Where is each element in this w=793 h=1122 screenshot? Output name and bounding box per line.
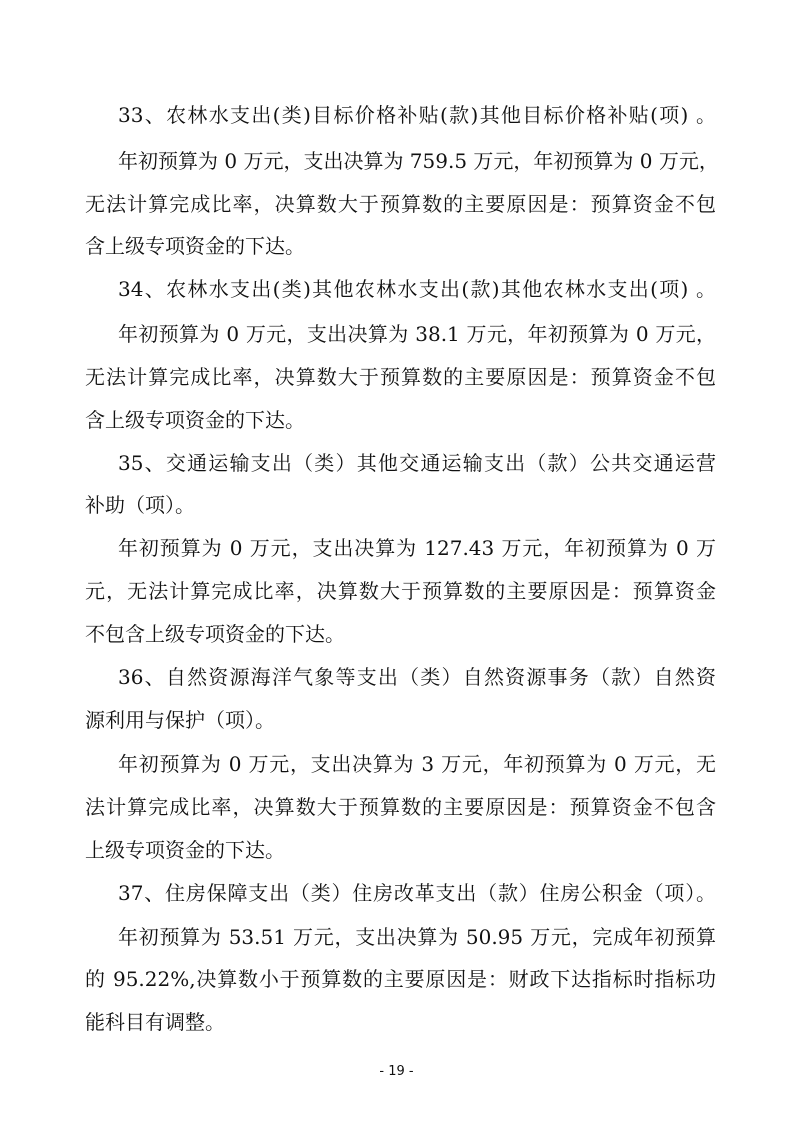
section-heading-line: 34、农林水支出(类)其他农林水支出(款)其他农林水支出(项) 。 (118, 277, 716, 301)
section-heading-line: 33、农林水支出(类)目标价格补贴(款)其他目标价格补贴(项) 。 (118, 103, 716, 127)
paragraph-line: 元，无法计算完成比率，决算数大于预算数的主要原因是：预算资金 (85, 579, 716, 603)
paragraph-line: 年初预算为 53.51 万元，支出决算为 50.95 万元，完成年初预算 (118, 925, 716, 949)
paragraph-line: 法计算完成比率，决算数大于预算数的主要原因是：预算资金不包含 (85, 795, 716, 819)
section-heading-line: 37、住房保障支出（类）住房改革支出（款）住房公积金（项）。 (118, 881, 716, 905)
section-heading-line: 补助（项）。 (85, 493, 195, 517)
section-heading-line: 源利用与保护（项）。 (85, 708, 275, 732)
paragraph-line: 年初预算为 0 万元，支出决算为 127.43 万元，年初预算为 0 万 (118, 536, 716, 560)
paragraph-line: 无法计算完成比率，决算数大于预算数的主要原因是：预算资金不包 (85, 192, 716, 216)
paragraph-line: 能科目有调整。 (85, 1010, 225, 1034)
paragraph-line: 年初预算为 0 万元，支出决算为 3 万元，年初预算为 0 万元，无 (118, 752, 716, 776)
section-heading-line: 36、自然资源海洋气象等支出（类）自然资源事务（款）自然资 (118, 665, 716, 689)
paragraph-line: 上级专项资金的下达。 (85, 838, 285, 862)
paragraph-line: 含上级专项资金的下达。 (85, 234, 305, 258)
paragraph-line: 含上级专项资金的下达。 (85, 408, 305, 432)
paragraph-line: 无法计算完成比率，决算数大于预算数的主要原因是：预算资金不包 (85, 365, 716, 389)
page-number: - 19 - (379, 1064, 414, 1079)
paragraph-line: 年初预算为 0 万元，支出决算为 759.5 万元，年初预算为 0 万元， (118, 149, 719, 173)
paragraph-line: 不包含上级专项资金的下达。 (85, 622, 345, 646)
section-heading-line: 35、交通运输支出（类）其他交通运输支出（款）公共交通运营 (118, 451, 716, 475)
paragraph-line: 的 95.22%,决算数小于预算数的主要原因是：财政下达指标时指标功 (85, 967, 716, 991)
paragraph-line: 年初预算为 0 万元，支出决算为 38.1 万元，年初预算为 0 万元， (118, 322, 716, 346)
